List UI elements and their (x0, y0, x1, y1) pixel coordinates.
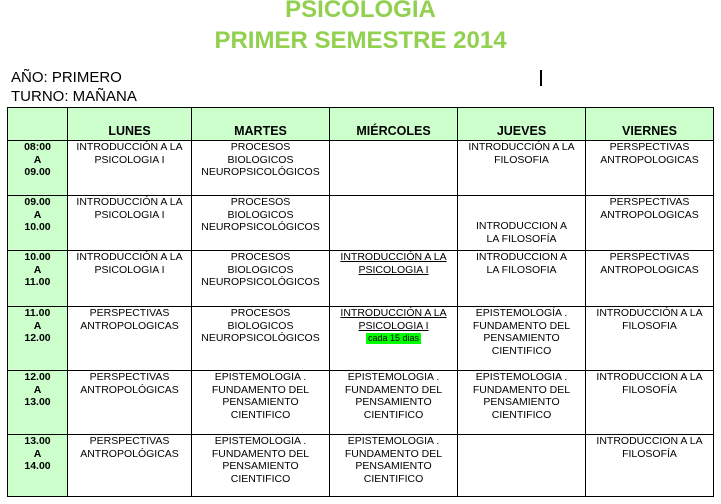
class-cell (330, 307, 458, 371)
class-line: LA FILOSOFÍA (486, 232, 557, 245)
class-line: FUNDAMENTO DEL (344, 447, 443, 460)
class-line: CIENTIFICO (230, 408, 291, 421)
frequency-note: cada 15 dias (367, 333, 420, 343)
class-line: NEUROPSICOLÓGICOS (201, 332, 320, 344)
class-line: FUNDAMENTO DEL (472, 383, 571, 396)
empty-cell (458, 435, 586, 497)
class-line: FILOSOFIA (622, 319, 677, 332)
schedule-table (7, 107, 714, 497)
class-line: INTRODUCCIÓN A LA (76, 251, 183, 263)
time-start: 13.00 (24, 435, 51, 447)
time-end: 13.00 (24, 396, 51, 408)
class-cell (192, 251, 330, 307)
class-line: INTRODUCCIÓN A LA (596, 307, 703, 319)
time-start: 11.00 (24, 307, 51, 319)
class-line: FUNDAMENTO DEL (211, 383, 310, 396)
day-header: MIÉRCOLES (330, 108, 458, 141)
time-start: 08:00 (24, 141, 51, 153)
class-cell (192, 435, 330, 497)
class-line: PSICOLOGIA I (358, 319, 429, 332)
class-cell (68, 141, 192, 196)
time-end: 11.00 (24, 276, 51, 288)
class-line: PSICOLOGIA I (94, 208, 165, 221)
time-start: 09.00 (24, 196, 51, 208)
class-cell (192, 371, 330, 435)
class-line: FUNDAMENTO DEL (344, 383, 443, 396)
schedule-row (8, 141, 714, 196)
class-line: PERSPECTIVAS (609, 196, 690, 208)
corner-cell (8, 108, 68, 141)
schedule-row (8, 307, 714, 371)
page-subtitle: PRIMER SEMESTRE 2014 (214, 27, 507, 54)
time-slot (8, 251, 68, 307)
class-line: ANTROPOLOGICAS (600, 263, 699, 276)
day-header: JUEVES (458, 108, 586, 141)
class-line: EPISTEMOLOGIA . (475, 371, 568, 383)
class-line: NEUROPSICOLÓGICOS (201, 276, 320, 288)
class-cell (68, 196, 192, 251)
time-slot (8, 307, 68, 371)
class-line: FUNDAMENTO DEL (472, 319, 571, 332)
class-cell (586, 251, 714, 307)
class-cell (192, 307, 330, 371)
class-line: CIENTIFICO (491, 408, 552, 421)
class-cell (68, 251, 192, 307)
shift-label: TURNO: MAÑANA (11, 88, 137, 105)
class-line: CIENTIFICO (363, 472, 424, 485)
class-line: PERSPECTIVAS (609, 251, 690, 263)
class-line: CIENTIFICO (491, 344, 552, 357)
class-line: PENSAMIENTO (483, 332, 560, 344)
header-row (8, 108, 714, 141)
class-cell (68, 371, 192, 435)
class-cell (458, 371, 586, 435)
time-slot (8, 371, 68, 435)
class-line: CIENTIFICO (230, 472, 291, 485)
class-line: INTRODUCCION A (475, 251, 567, 263)
class-cell (586, 307, 714, 371)
class-line: BIOLOGICOS (227, 208, 294, 221)
class-cell (586, 141, 714, 196)
class-line: PSICOLOGIA I (358, 263, 429, 276)
class-line: NEUROPSICOLÓGICOS (201, 166, 320, 178)
time-separator: A (33, 383, 42, 396)
class-line: INTRODUCCIÓN A LA (76, 141, 183, 153)
class-cell (68, 307, 192, 371)
class-line: INTRODUCCION A LA (596, 371, 703, 383)
text-cursor (540, 70, 542, 86)
class-line: PSICOLOGIA I (94, 263, 165, 276)
day-header: LUNES (68, 108, 192, 141)
class-line: PSICOLOGIA I (94, 153, 165, 166)
schedule-row (8, 371, 714, 435)
class-line: FUNDAMENTO DEL (211, 447, 310, 460)
time-slot (8, 141, 68, 196)
time-separator: A (33, 319, 42, 332)
schedule-row (8, 435, 714, 497)
class-line: NEUROPSICOLÓGICOS (201, 221, 320, 233)
class-line: PENSAMIENTO (483, 396, 560, 408)
day-header: VIERNES (586, 108, 714, 141)
empty-cell (330, 196, 458, 251)
class-line: INTRODUCCIÓN A LA (340, 307, 447, 319)
class-cell (458, 251, 586, 307)
class-line: PERSPECTIVAS (609, 141, 690, 153)
class-line: ANTROPOLÓGICAS (80, 383, 179, 396)
class-line: ANTROPOLÓGICAS (80, 447, 179, 460)
page-title: PSICOLOGIA (285, 0, 436, 23)
class-line: ANTROPOLOGICAS (600, 153, 699, 166)
time-end: 10.00 (24, 221, 51, 233)
time-separator: A (33, 447, 42, 460)
class-cell (68, 435, 192, 497)
class-line: ANTROPOLOGICAS (80, 319, 179, 332)
class-line: CIENTIFICO (363, 408, 424, 421)
time-end: 09.00 (24, 166, 51, 178)
schedule-row (8, 251, 714, 307)
time-slot (8, 435, 68, 497)
class-line: FILOSOFÍA (622, 383, 677, 396)
class-line: FILOSOFIA (494, 153, 549, 166)
class-line: EPISTEMOLOGIA . (214, 435, 307, 447)
class-cell (586, 196, 714, 251)
class-line: INTRODUCCIÓN A LA (76, 196, 183, 208)
class-line: EPISTEMOLOGIA . (347, 435, 440, 447)
class-line: INTRODUCCIÓN A LA (340, 251, 447, 263)
class-line: BIOLOGICOS (227, 263, 294, 276)
class-cell (192, 196, 330, 251)
class-cell (458, 196, 586, 251)
class-line: PENSAMIENTO (222, 396, 299, 408)
class-line: BIOLOGICOS (227, 319, 294, 332)
class-cell (330, 251, 458, 307)
year-label: AÑO: PRIMERO (11, 69, 122, 86)
class-cell (586, 435, 714, 497)
time-start: 12.00 (24, 371, 51, 383)
class-line: INTRODUCCION A (475, 220, 567, 232)
time-separator: A (33, 208, 42, 221)
class-line: PERSPECTIVAS (89, 371, 170, 383)
class-line: PROCESOS (230, 196, 291, 208)
class-line: PROCESOS (230, 251, 291, 263)
time-separator: A (33, 153, 42, 166)
class-line: EPISTEMOLOGIA . (347, 371, 440, 383)
time-start: 10.00 (24, 251, 51, 263)
class-cell (330, 435, 458, 497)
empty-cell (330, 141, 458, 196)
time-separator: A (33, 263, 42, 276)
time-end: 14.00 (24, 460, 51, 472)
class-line: EPISTEMOLOGÍA . (475, 307, 568, 319)
class-line: INTRODUCCIÓN A LA (468, 141, 575, 153)
class-cell (586, 371, 714, 435)
class-line: PENSAMIENTO (355, 460, 432, 472)
class-line: PERSPECTIVAS (89, 307, 170, 319)
day-header: MARTES (192, 108, 330, 141)
time-end: 12.00 (24, 332, 51, 344)
class-line: PENSAMIENTO (355, 396, 432, 408)
class-line: PROCESOS (230, 307, 291, 319)
time-slot (8, 196, 68, 251)
class-cell (330, 371, 458, 435)
class-cell (458, 141, 586, 196)
class-line: PENSAMIENTO (222, 460, 299, 472)
class-line: BIOLOGICOS (227, 153, 294, 166)
class-line: PERSPECTIVAS (89, 435, 170, 447)
class-cell (192, 141, 330, 196)
class-line: ANTROPOLOGICAS (600, 208, 699, 221)
class-line: FILOSOFÍA (622, 447, 677, 460)
class-line: INTRODUCCION A LA (596, 435, 703, 447)
class-line: LA FILOSOFIA (486, 263, 557, 276)
class-line: PROCESOS (230, 141, 291, 153)
schedule-row (8, 196, 714, 251)
class-cell (458, 307, 586, 371)
class-line: EPISTEMOLOGIA . (214, 371, 307, 383)
